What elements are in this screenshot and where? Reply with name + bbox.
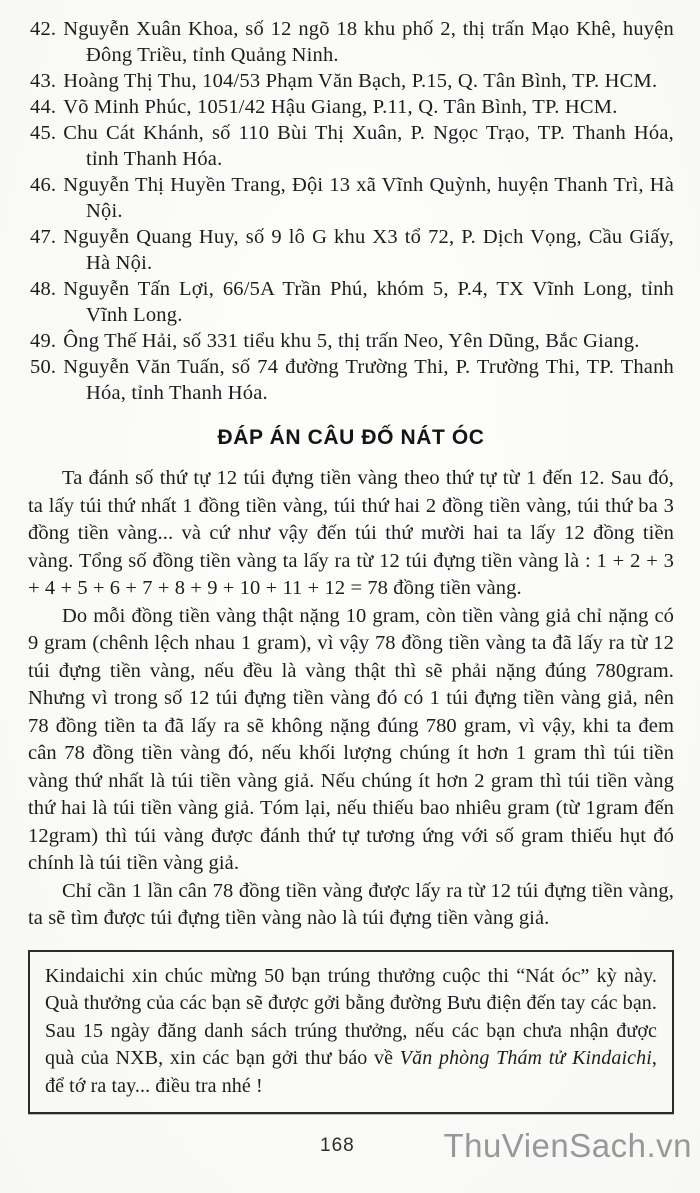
winner-text: Nguyễn Quang Huy, số 9 lô G khu X3 tổ 72, P. Dịch Vọng, Cầu Giấy, Hà Nội.: [63, 226, 674, 274]
notice-text: [45, 963, 657, 1101]
winner-number: 46.: [30, 174, 57, 196]
site-watermark: ThuVienSach.vn: [443, 1127, 692, 1164]
winner-list-item: [30, 276, 674, 328]
winners-list: [28, 16, 674, 406]
notice-box: [28, 950, 674, 1115]
winner-number: 49.: [30, 330, 57, 352]
notice-text-before: Kindaichi xin chúc mừng 50 bạn trúng thưởng cuộc thi “Nát óc” kỳ này. Quà thưởng của các bạn sẽ được gởi bằng đường Bưu điện đến tay các bạn. Sau 15 ngày đăng danh sách trúng thưởng, nếu các bạn chưa nhận được quà của NXB, xin các bạn gởi thư báo về: [45, 964, 657, 1069]
winner-list-item: [30, 120, 674, 172]
page-footer: [0, 1129, 700, 1193]
winner-text: Võ Minh Phúc, 1051/42 Hậu Giang, P.11, Q. Tân Bình, TP. HCM.: [63, 96, 618, 118]
winner-list-item: [30, 354, 674, 406]
notice-text-after: , để tớ ra tay... điều tra nhé !: [45, 1047, 657, 1097]
winner-list-item: [30, 94, 674, 120]
answer-paragraph-1: Ta đánh số thứ tự 12 túi đựng tiền vàng theo thứ tự từ 1 đến 12. Sau đó, ta lấy túi thứ nhất 1 đồng tiền vàng, túi thứ hai 2 đồng tiền vàng, túi thứ ba 3 đồng tiền vàng... và cứ như vậy đến túi thứ mười hai ta lấy 12 đồng tiền vàng. Tổng số đồng tiền vàng ta lấy ra từ 12 túi đựng tiền vàng là : 1 + 2 + 3 + 4 + 5 + 6 + 7 + 8 + 9 + 10 + 11 + 12 = 78 đồng tiền vàng.: [28, 467, 674, 599]
winner-number: 42.: [30, 18, 57, 40]
winner-list-item: [30, 172, 674, 224]
winner-list-item: [30, 224, 674, 276]
winner-text: Nguyễn Thị Huyền Trang, Đội 13 xã Vĩnh Quỳnh, huyện Thanh Trì, Hà Nội.: [63, 174, 674, 222]
answer-paragraph-3: Chỉ cần 1 lần cân 78 đồng tiền vàng được lấy ra từ 12 túi đựng tiền vàng, ta sẽ tìm được túi đựng tiền vàng nào là túi đựng tiền vàng giả.: [28, 879, 674, 929]
winner-number: 48.: [30, 278, 57, 300]
winner-number: 43.: [30, 70, 57, 92]
winner-text: Nguyễn Xuân Khoa, số 12 ngõ 18 khu phố 2, thị trấn Mạo Khê, huyện Đông Triều, tỉnh Quảng Ninh.: [63, 18, 674, 66]
winner-text: Nguyễn Văn Tuấn, số 74 đường Trường Thi, P. Trường Thi, TP. Thanh Hóa, tỉnh Thanh Hóa.: [63, 356, 674, 404]
winner-text: Hoàng Thị Thu, 104/53 Phạm Văn Bạch, P.15, Q. Tân Bình, TP. HCM.: [63, 70, 658, 92]
winner-number: 44.: [30, 96, 57, 118]
winner-list-item: [30, 328, 674, 354]
winner-list-item: [30, 16, 674, 68]
notice-text-italic: Văn phòng Thám tử Kindaichi: [399, 1047, 652, 1069]
winner-number: 47.: [30, 226, 57, 248]
page-number: 168: [320, 1135, 355, 1156]
winner-text: Ông Thế Hải, số 331 tiểu khu 5, thị trấn Neo, Yên Dũng, Bắc Giang.: [63, 330, 640, 352]
answer-paragraph-2: Do mỗi đồng tiền vàng thật nặng 10 gram, còn tiền vàng giả chỉ nặng có 9 gram (chênh lệch nhau 1 gram), vì vậy 78 đồng tiền vàng ta đã lấy ra từ 12 túi đựng tiền vàng, nếu đều là vàng thật thì sẽ phải nặng đúng 780gram. Nhưng vì trong số 12 túi đựng tiền vàng đó có 1 túi đựng tiền vàng giả, nên 78 đồng tiền ta đã lấy ra sẽ không nặng đúng 780 gram, vì vậy, khi ta đem cân 78 đồng tiền vàng đó, nếu khối lượng chúng ít hơn 1 gram thì túi tiền vàng thứ nhất là túi tiền vàng giả. Nếu chúng ít hơn 2 gram thì túi tiền vàng thứ hai là túi tiền vàng giả. Tóm lại, nếu thiếu bao nhiêu gram (từ 1gram đến 12gram) thì túi vàng được đánh thứ tự tương ứng với số gram thiếu hụt đó chính là túi tiền vàng giả.: [28, 604, 674, 874]
winner-number: 45.: [30, 122, 57, 144]
winner-number: 50.: [30, 356, 57, 378]
winner-text: Chu Cát Khánh, số 110 Bùi Thị Xuân, P. Ngọc Trạo, TP. Thanh Hóa, tỉnh Thanh Hóa.: [63, 122, 674, 170]
answer-section-heading: ĐÁP ÁN CÂU ĐỐ NÁT ÓC: [217, 426, 485, 449]
winner-list-item: [30, 68, 674, 94]
winner-text: Nguyễn Tấn Lợi, 66/5A Trần Phú, khóm 5, P.4, TX Vĩnh Long, tỉnh Vĩnh Long.: [63, 278, 674, 326]
